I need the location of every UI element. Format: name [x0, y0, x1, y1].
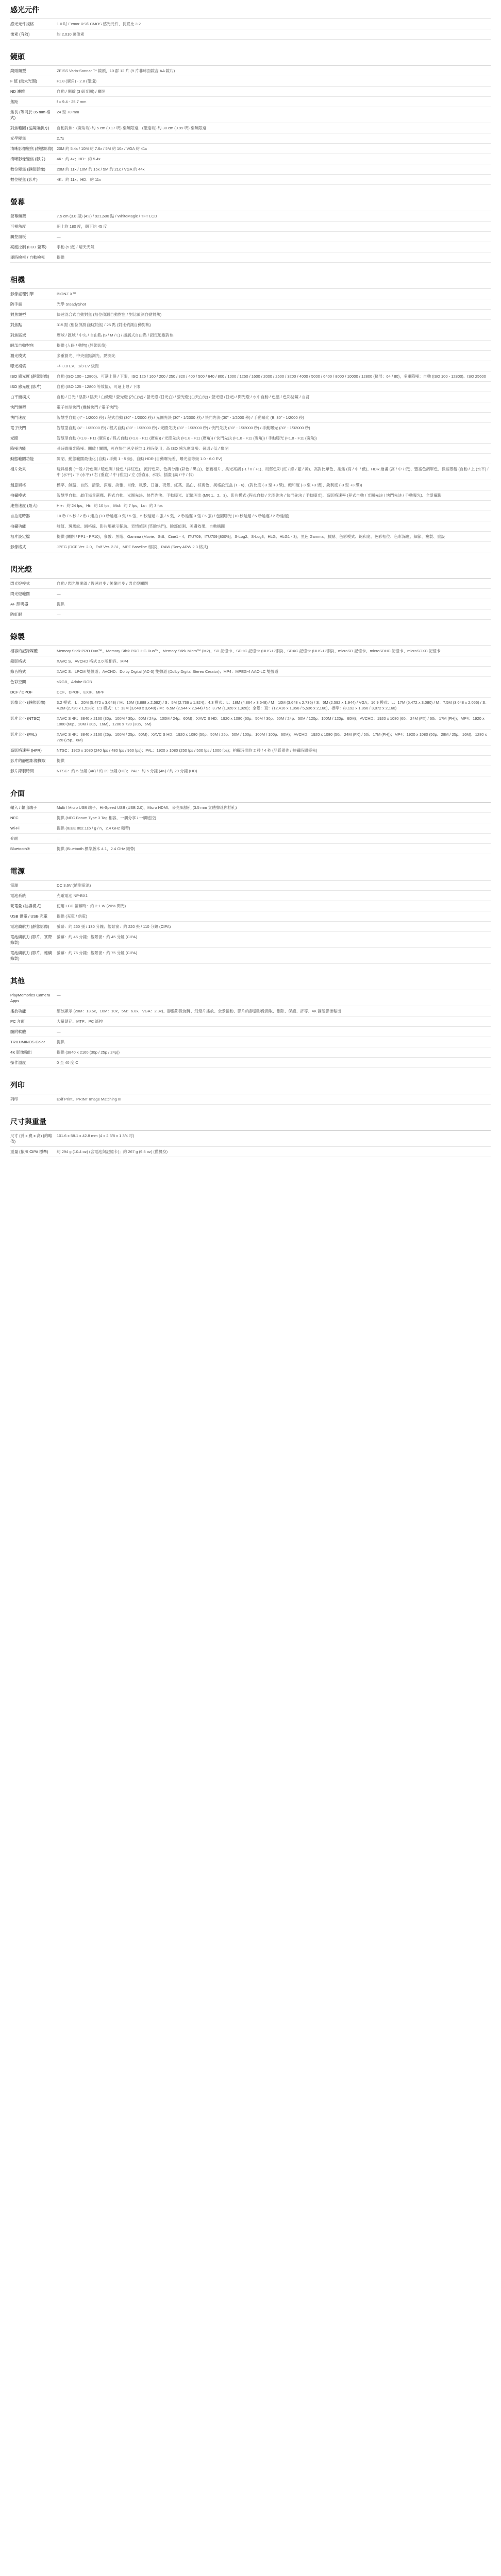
spec-row	[10, 834, 491, 844]
spec-label: 亮度控制 (LCD 螢幕)	[10, 245, 47, 249]
spec-value: 自動 / 開啟 (3 級光圈) / 關閉	[57, 89, 106, 94]
spec-row	[10, 232, 491, 242]
spec-label: 影像大小 (靜態影像)	[10, 700, 45, 705]
spec-label: AF 照明器	[10, 602, 28, 606]
spec-row	[10, 667, 491, 677]
spec-section	[10, 51, 491, 185]
spec-row	[10, 589, 491, 599]
spec-value: —	[57, 1029, 61, 1034]
spec-label: 相片設定檔	[10, 534, 30, 539]
spec-label: F 值 (最大光圈)	[10, 79, 37, 83]
spec-row	[10, 579, 491, 589]
spec-label: 重量 (依照 CIPA 標準)	[10, 1149, 48, 1154]
spec-value: 玩具相機 (一般 / 冷色調 / 暖色調 / 綠色 / 洋紅色)、流行色彩、色調分離 (彩色 / 黑白)、懷舊相片、柔光亮調 (-1 / 0 / +1)、局部色彩 (紅 / 綠 / 藍 / 黃)、高對比單色、柔焦 (高 / 中 / 低)、HDR 繪畫 (高 / 中 / 低)、豐富色調單色、微縮景觀 (自動 / 上 (水平) / 中 (水平) / 下 (水平) / 右 (垂直) / 中 (垂直) / 左 (垂直))、水彩、插畫 (高 / 中 / 低)	[57, 467, 489, 477]
spec-table	[10, 289, 491, 552]
spec-value: 快速混合式自動對焦 (相位偵測自動對焦 / 對比偵測自動對焦)	[57, 312, 162, 317]
spec-table	[10, 880, 491, 964]
spec-row	[10, 911, 491, 922]
spec-row	[10, 133, 491, 144]
spec-label: 4K 影像輸出	[10, 1050, 32, 1055]
spec-row	[10, 1058, 491, 1068]
spec-label: ISO 感光度 (影片)	[10, 384, 42, 389]
spec-section	[10, 788, 491, 854]
spec-label: 創意風格	[10, 483, 26, 487]
spec-label: 拍攝模式	[10, 493, 26, 498]
spec-label: 清晰影像變焦 (影片)	[10, 157, 45, 161]
spec-row	[10, 1094, 491, 1105]
spec-value: 智慧型自動 (4" - 1/2000 秒) / 程式自動 (30" - 1/2000 秒) / 光圈先決 (30" - 1/2000 秒) / 快門先決 (30" - 1/2000 秒) / 手動曝光 (B, 30" - 1/2000 秒)	[57, 415, 304, 420]
spec-row	[10, 542, 491, 552]
spec-row	[10, 823, 491, 834]
spec-row	[10, 730, 491, 745]
spec-value: Multi / Micro USB 端子、Hi-Speed USB (USB 2.0)、Micro HDMI、麥克風插孔 (3.5 mm 立體聲迷你插孔)	[57, 805, 237, 810]
spec-row	[10, 164, 491, 175]
spec-value: 螢幕：約 75 分鐘；觀景窗：約 75 分鐘 (CIPA)	[57, 951, 137, 955]
spec-row	[10, 1131, 491, 1147]
section-title: 列印	[10, 1079, 491, 1094]
spec-value: 智慧型自動 (F1.8 - F11 (廣角)) / 程式自動 (F1.8 - F11 (廣角)) / 光圈先決 (F1.8 - F11 (廣角)) / 快門先決 (F1.8 - F11 (廣角)) / 手動曝光 (F1.8 - F11 (廣角))	[57, 436, 317, 440]
spec-label: 自拍定時器	[10, 514, 30, 518]
spec-value: 縮放顯示 (20M：13.6x，10M：10x，5M：6.8x，VGA：2.3x)、靜態影像旋轉、幻燈片播放、全景捲動、影片的靜態影像擷取、刪除、保護、評等、4K 靜態影像輸出	[57, 1009, 341, 1013]
spec-row	[10, 677, 491, 687]
spec-label: 數位變焦 (靜態影像)	[10, 167, 45, 172]
spec-row	[10, 714, 491, 730]
spec-label: 影片錄製時間	[10, 769, 34, 773]
spec-value: 提供 (充電 / 供電)	[57, 914, 88, 919]
spec-row	[10, 341, 491, 351]
spec-section	[10, 4, 491, 40]
spec-value: 自動 / 日光 / 陰影 / 陰天 / 白熾燈 / 螢光燈 (冷白光) / 螢光燈 (日光白) / 螢光燈 (白天白光) / 螢光燈 (日光) / 閃光燈 / 水中自動 / 色溫 / 色彩濾鏡 / 自訂	[57, 395, 310, 399]
spec-label: 相片效果	[10, 467, 26, 471]
spec-value: 自動對焦：(廣角端) 約 5 cm (0.17 呎) 至無限遠，(望遠端) 約 30 cm (0.99 呎) 至無限遠	[57, 126, 207, 130]
spec-label: 介面	[10, 836, 19, 841]
spec-label: 閃光燈範圍	[10, 591, 30, 596]
spec-value: 約 2,010 萬像素	[57, 32, 85, 37]
spec-label: 防手震	[10, 302, 22, 307]
spec-label: 拍攝功能	[10, 524, 26, 529]
spec-row	[10, 698, 491, 714]
spec-value: NTSC：約 5 分鐘 (4K) / 約 29 分鐘 (HD)；PAL：約 5 分鐘 (4K) / 約 29 分鐘 (HD)	[57, 769, 197, 773]
spec-row	[10, 211, 491, 222]
spec-label: DCF / DPOF	[10, 690, 33, 694]
spec-value: 自動 (ISO 100 - 12800)、可選上限 / 下限，ISO 125 / 160 / 200 / 250 / 320 / 400 / 500 / 640 / 800 / 1000 / 1250 / 1600 / 2000 / 2500 / 3200 / 4000 / 5000 / 6400 / 8000 / 10000 / 12800 (擴展：64 / 80)，多重降噪：自動 (ISO 100 - 12800)、ISO 25600	[57, 374, 486, 379]
spec-value: 20M 約 5.4x / 10M 約 7.6x / 5M 約 10x / VGA 約 41x	[57, 146, 147, 151]
spec-table	[10, 646, 491, 776]
spec-row	[10, 19, 491, 29]
spec-value: NTSC：1920 x 1080 (240 fps / 480 fps / 960 fps)；PAL：1920 x 1080 (250 fps / 500 fps / 1000 fps)；拍攝時間約 2 秒 / 4 秒 (品質優先 / 拍攝時間優先)	[57, 748, 318, 753]
spec-label: PC 介面	[10, 1019, 25, 1024]
spec-value: 提供 (關閉 / PP1 - PP10)，參數：黑階、Gamma (Movie、Still、Cine1 - 4、ITU709、ITU709 [800%]、S-Log2、S-Log3、HLG、HLG1 - 3)、黑色 Gamma、膝點、色彩模式、飽和度、色彩相位、色彩深度、細節、複製、重設	[57, 534, 445, 539]
spec-section	[10, 1079, 491, 1105]
section-title: 電源	[10, 866, 491, 880]
spec-label: 觸控面板	[10, 234, 26, 239]
spec-label: 色彩空間	[10, 680, 26, 684]
spec-value: 充電電池 NP-BX1	[57, 893, 88, 898]
spec-row	[10, 922, 491, 932]
spec-row	[10, 901, 491, 911]
spec-label: 可視角度	[10, 224, 26, 229]
spec-row	[10, 1047, 491, 1058]
spec-row	[10, 371, 491, 382]
spec-label: 鏡頭類型	[10, 69, 26, 73]
spec-row	[10, 392, 491, 402]
spec-section	[10, 1116, 491, 1157]
spec-value: XAVC S 4K：3840 x 2160 (25p、100M / 25p、60M)；XAVC S HD：1920 x 1080 (50p、50M / 25p、50M / 100p、100M / 100p、60M)；AVCHD：1920 x 1080 (50i、24M (FX) / 50i、17M (FH))；MP4：1920 x 1080 (50p、28M / 25p、16M)、1280 x 720 (25p、6M)	[57, 732, 487, 742]
spec-value: Exif Print、PRINT Image Matching III	[57, 1097, 122, 1101]
spec-row	[10, 1037, 491, 1047]
spec-table	[10, 990, 491, 1068]
spec-label: 影片的靜態影像擷取	[10, 758, 46, 763]
spec-value: 2.7x	[57, 136, 64, 141]
spec-label: 電池續航力 (影片，實際錄製)	[10, 935, 52, 945]
spec-label: 對焦類型	[10, 312, 26, 317]
spec-row	[10, 351, 491, 361]
spec-value: 提供 (Bluetooth 標準版本 4.1，2.4 GHz 頻帶)	[57, 846, 136, 851]
spec-table	[10, 579, 491, 620]
spec-row	[10, 242, 491, 252]
spec-value: XAVC S、AVCHD 格式 2.0 版相容、MP4	[57, 659, 128, 664]
spec-label: 操作溫度	[10, 1060, 26, 1065]
spec-value: ZEISS Vario-Sonnar T* 鏡頭，10 群 12 片 (9 片非球面鏡含 AA 鏡片)	[57, 69, 175, 73]
spec-label: 耗電量 (拍攝模式)	[10, 904, 42, 908]
spec-row	[10, 123, 491, 133]
spec-value: 提供	[57, 1040, 65, 1044]
section-title: 閃光燈	[10, 564, 491, 579]
spec-label: 降噪功能	[10, 446, 26, 451]
spec-value: 標準、鮮豔、自然、清澈、深邃、淡雅、肖像、風景、日落、夜景、紅葉、黑白、棕褐色、風格設定盒 (1 - 6)，(對比度 (-3 至 +3 級)、飽和度 (-3 至 +3 級)、銳利度 (-3 至 +3 級))	[57, 483, 362, 487]
spec-label: 對焦點	[10, 323, 22, 327]
spec-value: f = 9.4 - 25.7 mm	[57, 99, 87, 104]
spec-value: 螢幕：約 45 分鐘；觀景窗：約 45 分鐘 (CIPA)	[57, 935, 137, 939]
spec-row	[10, 745, 491, 756]
spec-label: 清晰影像變焦 (靜態影像)	[10, 146, 54, 151]
spec-label: 電池系統	[10, 893, 26, 898]
spec-label: 對焦範圍 (從鏡頭前方)	[10, 126, 49, 130]
spec-row	[10, 29, 491, 40]
spec-row	[10, 423, 491, 433]
spec-value: 光學 SteadyShot	[57, 302, 86, 307]
spec-label: 光圈	[10, 436, 19, 440]
spec-page	[0, 0, 501, 1157]
spec-row	[10, 382, 491, 392]
spec-value: —	[57, 234, 61, 239]
spec-row	[10, 511, 491, 521]
spec-row	[10, 932, 491, 948]
spec-row	[10, 599, 491, 609]
spec-row	[10, 222, 491, 232]
spec-label: 數位變焦 (影片)	[10, 177, 38, 182]
spec-row	[10, 803, 491, 813]
spec-row	[10, 656, 491, 667]
spec-row	[10, 766, 491, 776]
spec-value: F1.8 (廣角) - 2.8 (望遠)	[57, 79, 97, 83]
spec-row	[10, 1016, 491, 1027]
spec-value: 長時間曝光降噪：開啟 / 關閉，可在快門速度長於 1 秒時使用；高 ISO 感光度降噪：普通 / 低 / 關閉	[57, 446, 229, 451]
spec-row	[10, 402, 491, 413]
spec-table	[10, 1131, 491, 1157]
spec-label: ND 濾鏡	[10, 89, 25, 94]
spec-row	[10, 891, 491, 901]
spec-label: 高影格速率 (HFR)	[10, 748, 42, 753]
spec-value: 提供 (人眼 / 動物) (靜態影像)	[57, 343, 107, 348]
spec-value: 智慧型自動 (4" - 1/32000 秒) / 程式自動 (30" - 1/32000 秒) / 光圈先決 (30" - 1/32000 秒) / 快門先決 (30" - 1/32000 秒) / 手動曝光 (30" - 1/32000 秒)	[57, 426, 310, 430]
spec-row	[10, 609, 491, 620]
spec-value: 使用 LCD 螢幕時：約 2.1 W (20% 閃光)	[57, 904, 126, 908]
spec-row	[10, 154, 491, 164]
spec-value: Memory Stick PRO Duo™、Memory Stick PRO-HG Duo™、Memory Stick Micro™ (M2)、SD 記憶卡、SDHC 記憶卡 (UHS-I 相容)、SDXC 記憶卡 (UHS-I 相容)、microSD 記憶卡、microSDHC 記憶卡、microSDXC 記憶卡	[57, 649, 441, 653]
spec-label: 影像處理引擎	[10, 292, 34, 296]
spec-value: DC 3.6V (隨附電池)	[57, 883, 91, 888]
spec-value: JPEG (DCF Ver. 2.0、Exif Ver. 2.31、MPF Baseline 相容)、RAW (Sony ARW 2.3 格式)	[57, 545, 208, 549]
spec-row	[10, 310, 491, 320]
spec-value: 自動 (ISO 125 - 12800 等效值)、可選上限 / 下限	[57, 384, 141, 389]
spec-section	[10, 975, 491, 1068]
spec-value: 0 至 40 度 C	[57, 1060, 78, 1065]
spec-value: 提供	[57, 255, 65, 260]
spec-label: 快門速度	[10, 415, 26, 420]
spec-row	[10, 175, 491, 185]
spec-row	[10, 299, 491, 310]
spec-label: 快門類型	[10, 405, 26, 410]
spec-label: 電子快門	[10, 426, 26, 430]
spec-value: 10 秒 / 5 秒 / 2 秒 / 連拍 (10 秒延遲 3 張 / 5 張，5 秒延遲 3 張 / 5 張，2 秒延遲 3 張 / 5 張) / 包圍曝光 (10 秒延遲 / 5 秒延遲 / 2 秒延遲)	[57, 514, 290, 518]
spec-value: 315 點 (相位偵測自動對焦) / 25 點 (對比偵測自動對焦)	[57, 323, 151, 327]
spec-row	[10, 521, 491, 532]
spec-label: 輸入 / 輸出端子	[10, 805, 37, 810]
spec-value: 提供 (IEEE 802.11b / g / n，2.4 GHz 頻帶)	[57, 826, 130, 831]
spec-value: —	[57, 993, 61, 997]
spec-value: 大量儲存、MTP、PC 遙控	[57, 1019, 103, 1024]
spec-label: Wi-Fi	[10, 826, 20, 831]
spec-row	[10, 490, 491, 501]
spec-value: 提供	[57, 758, 65, 763]
spec-row	[10, 646, 491, 656]
spec-section	[10, 631, 491, 776]
spec-table	[10, 803, 491, 854]
spec-table	[10, 1094, 491, 1105]
spec-row	[10, 144, 491, 154]
spec-label: ISO 感光度 (靜態影像)	[10, 374, 49, 379]
spec-table	[10, 19, 491, 40]
spec-label: 曝光補償	[10, 364, 26, 368]
spec-value: sRGB、Adobe RGB	[57, 680, 92, 684]
spec-label: 像素 (有效)	[10, 32, 30, 37]
spec-row	[10, 97, 491, 107]
spec-row	[10, 948, 491, 964]
spec-label: 錄影格式	[10, 659, 26, 664]
spec-value: 廣域 / 區域 / 中央 / 自由點 (S / M / L) / 擴展式自由點 / 鎖定追蹤對焦	[57, 333, 174, 337]
spec-row	[10, 880, 491, 891]
spec-row	[10, 413, 491, 423]
spec-row	[10, 501, 491, 511]
spec-label: 隨附軟體	[10, 1029, 26, 1034]
spec-value: —	[57, 591, 61, 596]
spec-label: 相容的記錄媒體	[10, 649, 38, 653]
spec-value: XAVC S 4K：3840 x 2160 (30p、100M / 30p、60M / 24p、100M / 24p、60M)；XAVC S HD：1920 x 1080 (60p、50M / 30p、50M / 24p、50M / 120p、100M / 120p、60M)；AVCHD：1920 x 1080 (60i、24M (FX) / 60i、17M (FH))；MP4：1920 x 1080 (60p、28M / 30p、16M)、1280 x 720 (30p、6M)	[57, 716, 485, 726]
spec-row	[10, 1027, 491, 1037]
spec-label: TRILUMINOS Color	[10, 1040, 45, 1044]
spec-label: 閃光燈模式	[10, 581, 30, 586]
spec-label: 防紅眼	[10, 612, 22, 617]
spec-value: DCF、DPOF、EXIF、MPF	[57, 690, 105, 694]
spec-label: 焦距	[10, 99, 19, 104]
spec-table	[10, 211, 491, 263]
spec-row	[10, 990, 491, 1006]
spec-value: 朝上約 180 度，朝下約 45 度	[57, 224, 107, 229]
spec-label: 錄音格式	[10, 669, 26, 674]
section-title: 螢幕	[10, 196, 491, 211]
spec-row	[10, 454, 491, 464]
spec-label: 螢幕類型	[10, 214, 26, 218]
spec-value: 4K：約 4x；HD：約 5.4x	[57, 157, 101, 161]
spec-label: 連拍速度 (最大)	[10, 503, 38, 508]
spec-label: 播放功能	[10, 1009, 26, 1013]
spec-row	[10, 87, 491, 97]
spec-row	[10, 361, 491, 371]
spec-value: 提供	[57, 602, 65, 606]
spec-label: NFC	[10, 816, 19, 820]
spec-value: 手動 (5 級) / 晴天天氣	[57, 245, 94, 249]
spec-value: —	[57, 612, 61, 617]
spec-value: 20M 約 11x / 10M 約 15x / 5M 約 21x / VGA 約 44x	[57, 167, 145, 172]
spec-label: 影像格式	[10, 545, 26, 549]
spec-label: 動態範圍功能	[10, 456, 34, 461]
spec-value: 智慧型自動、最佳場景選擇、程式自動、光圈先決、快門先決、手動曝光、記憶叫出 (MR 1、2、3)、影片模式 (程式自動 / 光圈先決 / 快門先決 / 手動曝光)、高影格速率 (程式自動 / 光圈先決 / 快門先決 / 手動曝光)、全景攝影	[57, 493, 442, 498]
spec-row	[10, 330, 491, 341]
section-title: 介面	[10, 788, 491, 803]
spec-label: 電源	[10, 883, 19, 888]
spec-value: 峰值、斑馬紋、網格線、影片用顯示輔助、表情偵測 (笑臉快門)、臉部偵測、美膚效果、自動構圖	[57, 524, 225, 529]
spec-value: 24 至 70 mm	[57, 110, 79, 114]
spec-row	[10, 1147, 491, 1157]
spec-label: 電池續航力 (靜態影像)	[10, 924, 49, 929]
spec-value: 提供 (NFC Forum Type 3 Tag 相容，一觸分享 / 一觸遙控)	[57, 816, 156, 820]
spec-row	[10, 433, 491, 444]
spec-value: 7.5 cm (3.0 型) (4:3) / 921,600 點 / WhiteMagic / TFT LCD	[57, 214, 157, 218]
spec-label: 焦長 (等同於 35 mm 格式)	[10, 110, 51, 120]
spec-row	[10, 252, 491, 263]
spec-row	[10, 320, 491, 330]
spec-label: 對焦區域	[10, 333, 26, 337]
spec-label: 尺寸 (長 x 寬 x 高) (約略值)	[10, 1133, 52, 1144]
spec-row	[10, 532, 491, 542]
section-title: 錄製	[10, 631, 491, 646]
spec-row	[10, 1006, 491, 1016]
spec-value: XAVC S：LPCM 雙聲道；AVCHD：Dolby Digital (AC-3) 雙聲道 (Dolby Digital Stereo Creator)；MP4：MPEG-4 AAC-LC 雙聲道	[57, 669, 279, 674]
spec-value: 關閉、動態範圍最佳化 (自動 / 手動 1 - 5 級)、自動 HDR (自動曝光差、曝光差等級 1.0 - 6.0 EV)	[57, 456, 223, 461]
section-title: 感光元件	[10, 4, 491, 19]
spec-section	[10, 866, 491, 964]
spec-value: 3:2 模式：L：20M (5,472 x 3,648) / M：10M (3,888 x 2,592) / S：5M (2,736 x 1,824)；4:3 模式：L：18M (4,864 x 3,648) / M：10M (3,648 x 2,736) / S：5M (2,592 x 1,944) / VGA；16:9 模式：L：17M (5,472 x 3,080) / M：7.5M (3,648 x 2,056) / S：4.2M (2,720 x 1,528)；1:1 模式：L：13M (3,648 x 3,648) / M：6.5M (2,544 x 2,544) / S：3.7M (1,920 x 1,920)；全景：寬：(12,416 x 1,856 / 5,536 x 2,160)、標準：(8,192 x 1,856 / 3,872 x 2,160)	[57, 700, 489, 710]
spec-row	[10, 66, 491, 76]
spec-row	[10, 76, 491, 87]
spec-section	[10, 196, 491, 263]
spec-row	[10, 464, 491, 480]
spec-label: PlayMemories Camera Apps	[10, 993, 51, 1003]
spec-label: Bluetooth®	[10, 846, 30, 851]
spec-row	[10, 813, 491, 823]
spec-label: 眼部自動對焦	[10, 343, 34, 348]
spec-row	[10, 844, 491, 854]
spec-value: 4K：約 11x；HD：約 11x	[57, 177, 101, 182]
spec-label: 影片大小 (PAL)	[10, 732, 37, 737]
spec-section	[10, 564, 491, 620]
spec-value: 多重測光、中央重點測光、點測光	[57, 353, 115, 358]
spec-table	[10, 66, 491, 185]
spec-label: 列印	[10, 1097, 19, 1101]
spec-row	[10, 289, 491, 299]
spec-label: 即時檢視 / 自動檢視	[10, 255, 45, 260]
spec-label: 測光模式	[10, 353, 26, 358]
section-title: 鏡頭	[10, 51, 491, 66]
spec-value: 螢幕：約 260 張 / 130 分鐘；觀景窗：約 220 張 / 110 分鐘 (CIPA)	[57, 924, 171, 929]
spec-label: 影片大小 (NTSC)	[10, 716, 41, 721]
spec-label: 光學變焦	[10, 136, 26, 141]
spec-value: —	[57, 836, 61, 841]
spec-value: 自動 / 閃光燈開啟 / 慢速同步 / 後簾同步 / 閃光燈關閉	[57, 581, 148, 586]
section-title: 其他	[10, 975, 491, 990]
spec-section	[10, 274, 491, 552]
spec-value: 101.6 x 58.1 x 42.8 mm (4 x 2 3/8 x 1 3/4 吋)	[57, 1133, 135, 1138]
spec-value: 提供 (3840 x 2160 (30p / 25p / 24p))	[57, 1050, 120, 1055]
spec-row	[10, 687, 491, 698]
spec-value: BIONZ X™	[57, 292, 76, 296]
section-title: 相機	[10, 274, 491, 289]
spec-label: 感光元件規格	[10, 22, 34, 26]
spec-value: 約 294 g (10.4 oz) (含電池與記憶卡)；約 267 g (9.5 oz) (僅機身)	[57, 1149, 168, 1154]
spec-value: Hi+：約 24 fps，Hi：約 10 fps，Mid：約 7 fps，Lo：約 3 fps	[57, 503, 163, 508]
spec-row	[10, 480, 491, 490]
section-title: 尺寸與重量	[10, 1116, 491, 1131]
spec-label: 白平衡模式	[10, 395, 30, 399]
spec-row	[10, 756, 491, 766]
spec-value: 電子控制快門 (機械快門 / 電子快門)	[57, 405, 119, 410]
spec-value: 1.0 吋 Exmor RS® CMOS 感光元件，長寬比 3:2	[57, 22, 141, 26]
spec-row	[10, 444, 491, 454]
spec-label: 電池續航力 (影片，連續錄製)	[10, 951, 52, 961]
spec-label: USB 供電 / USB 充電	[10, 914, 48, 919]
spec-value: +/- 3.0 EV，1/3 EV 級距	[57, 364, 99, 368]
spec-row	[10, 107, 491, 123]
